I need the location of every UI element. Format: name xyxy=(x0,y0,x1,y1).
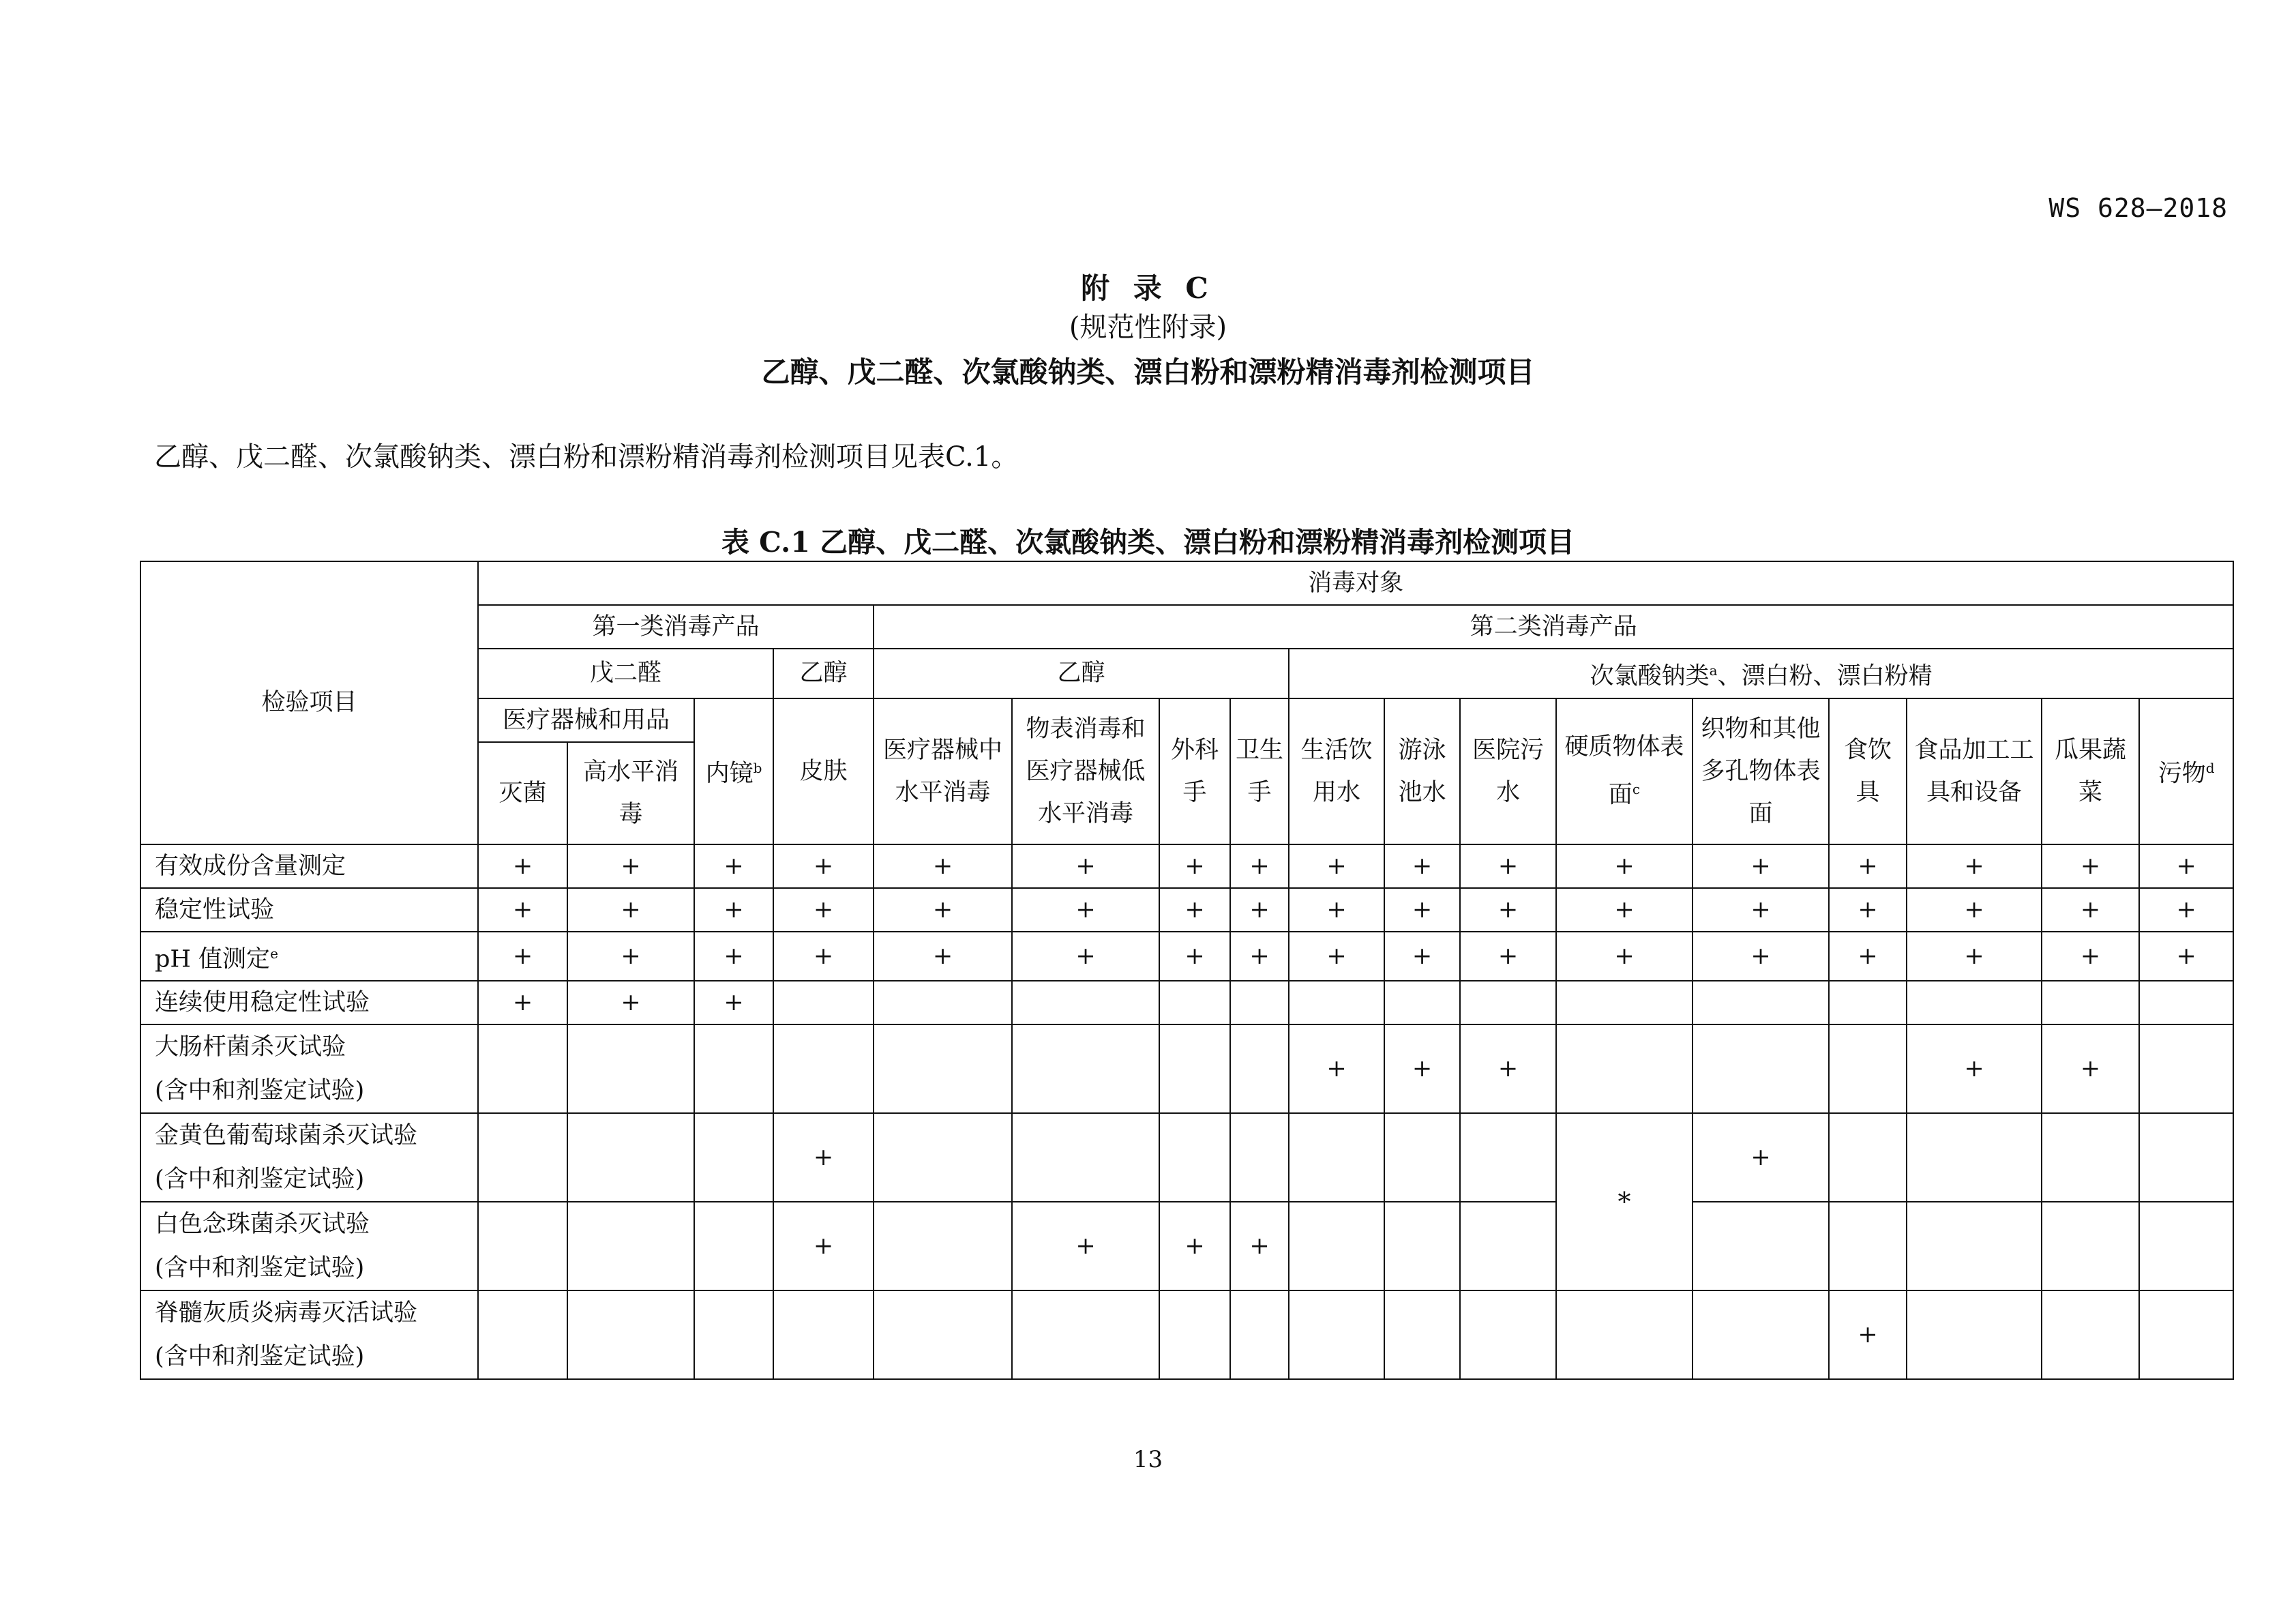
table-row xyxy=(140,888,2233,932)
mark-cell xyxy=(694,1290,773,1379)
mark-cell: + xyxy=(1159,932,1230,981)
mark-cell: + xyxy=(1230,844,1289,888)
mark-cell: + xyxy=(1907,844,2042,888)
header-tableware: 食饮具 xyxy=(1829,698,1907,844)
mark-cell: + xyxy=(2139,888,2233,932)
header-skin: 皮肤 xyxy=(773,698,874,844)
mark-cell: + xyxy=(567,888,694,932)
header-glutaraldehyde: 戊二醛 xyxy=(478,649,773,698)
mark-cell: + xyxy=(567,844,694,888)
mark-cell: + xyxy=(1384,844,1460,888)
mark-cell: + xyxy=(1556,844,1693,888)
mark-cell xyxy=(1907,1202,2042,1290)
mark-cell: + xyxy=(1693,844,1829,888)
header-hard-surface: 硬质物体表面$^c$ xyxy=(1556,698,1693,844)
mark-cell xyxy=(773,981,874,1024)
table-row xyxy=(140,1113,2233,1202)
mark-cell xyxy=(1230,1024,1289,1113)
mark-cell xyxy=(2139,1290,2233,1379)
mark-cell: + xyxy=(1829,932,1907,981)
mark-cell xyxy=(1693,1202,1829,1290)
mark-cell xyxy=(478,1113,567,1202)
mark-cell: + xyxy=(1829,844,1907,888)
header-med-mid: 医疗器械中水平消毒 xyxy=(874,698,1012,844)
mark-cell: + xyxy=(567,932,694,981)
header-class1: 第一类消毒产品 xyxy=(478,605,874,649)
row-item-label: 稳定性试验 xyxy=(140,888,478,932)
mark-cell xyxy=(874,1202,1012,1290)
mark-cell: + xyxy=(478,932,567,981)
mark-cell xyxy=(1159,1113,1230,1202)
mark-cell: + xyxy=(1907,932,2042,981)
mark-cell: + xyxy=(1693,888,1829,932)
mark-cell: + xyxy=(1289,932,1384,981)
mark-cell xyxy=(2042,1202,2139,1290)
mark-cell: + xyxy=(1230,888,1289,932)
mark-cell xyxy=(773,1290,874,1379)
header-food-tools: 食品加工工具和设备 xyxy=(1907,698,2042,844)
row-item-label: 有效成份含量测定 xyxy=(140,844,478,888)
mark-cell: + xyxy=(694,981,773,1024)
header-endoscope: 内镜$^b$ xyxy=(694,698,773,844)
mark-cell xyxy=(1159,981,1230,1024)
mark-cell xyxy=(2042,1290,2139,1379)
page-number: 13 xyxy=(1133,1446,1163,1473)
mark-cell: + xyxy=(1012,1202,1159,1290)
mark-cell: + xyxy=(773,932,874,981)
intro-paragraph: 乙醇、戊二醛、次氯酸钠类、漂白粉和漂粉精消毒剂检测项目见表C.1。 xyxy=(154,441,1019,473)
mark-cell: + xyxy=(874,888,1012,932)
mark-cell xyxy=(1230,1113,1289,1202)
mark-cell: + xyxy=(694,932,773,981)
mark-cell: + xyxy=(1556,888,1693,932)
mark-cell: + xyxy=(2042,932,2139,981)
mark-cell xyxy=(2042,981,2139,1024)
mark-cell xyxy=(1289,1290,1384,1379)
row-item-label: 连续使用稳定性试验 xyxy=(140,981,478,1024)
mark-cell: + xyxy=(1460,888,1556,932)
mark-cell xyxy=(478,1024,567,1113)
header-drinking-water: 生活饮用水 xyxy=(1289,698,1384,844)
mark-cell xyxy=(1460,1113,1556,1202)
mark-cell xyxy=(2139,981,2233,1024)
header-surface-low: 物表消毒和医疗器械低水平消毒 xyxy=(1012,698,1159,844)
mark-cell: + xyxy=(1289,1024,1384,1113)
mark-cell: + xyxy=(874,844,1012,888)
header-surgical-hands: 外科手 xyxy=(1159,698,1230,844)
mark-cell: + xyxy=(1159,844,1230,888)
mark-cell: + xyxy=(1159,1202,1230,1290)
table-row xyxy=(140,1202,2233,1290)
mark-cell: + xyxy=(1012,888,1159,932)
mark-cell xyxy=(773,1024,874,1113)
mark-cell: + xyxy=(1384,888,1460,932)
mark-cell: + xyxy=(1289,844,1384,888)
mark-cell xyxy=(567,1024,694,1113)
mark-cell xyxy=(694,1113,773,1202)
mark-cell: + xyxy=(2042,888,2139,932)
mark-cell xyxy=(1384,1113,1460,1202)
mark-cell: + xyxy=(478,844,567,888)
header-high-level: 高水平消毒 xyxy=(567,742,694,844)
mark-cell: + xyxy=(2042,1024,2139,1113)
mark-cell xyxy=(1460,981,1556,1024)
mark-cell: + xyxy=(2139,932,2233,981)
mark-cell xyxy=(2139,1024,2233,1113)
mark-cell: + xyxy=(478,981,567,1024)
header-objects: 消毒对象 xyxy=(478,561,2233,605)
table-row xyxy=(140,1024,2233,1113)
mark-cell xyxy=(1556,1024,1693,1113)
mark-cell xyxy=(694,1024,773,1113)
mark-cell: + xyxy=(1384,932,1460,981)
mark-cell: + xyxy=(1693,932,1829,981)
header-test-item: 检验项目 xyxy=(140,561,478,844)
mark-cell xyxy=(1384,1290,1460,1379)
mark-cell: + xyxy=(1460,932,1556,981)
mark-cell xyxy=(1159,1290,1230,1379)
header-pool-water: 游泳池水 xyxy=(1384,698,1460,844)
mark-cell xyxy=(1159,1024,1230,1113)
header-hospital-sewage: 医院污水 xyxy=(1460,698,1556,844)
mark-cell: + xyxy=(694,844,773,888)
standard-number: WS 628—2018 xyxy=(2048,193,2228,223)
mark-cell xyxy=(567,1113,694,1202)
mark-cell: + xyxy=(773,888,874,932)
mark-cell xyxy=(1460,1290,1556,1379)
mark-cell xyxy=(1012,1290,1159,1379)
table-row xyxy=(140,932,2233,981)
mark-cell: + xyxy=(773,844,874,888)
mark-cell: + xyxy=(1460,844,1556,888)
mark-cell xyxy=(478,1290,567,1379)
mark-cell xyxy=(1556,1290,1693,1379)
mark-cell: + xyxy=(1907,888,2042,932)
mark-cell: + xyxy=(567,981,694,1024)
mark-cell: + xyxy=(1230,1202,1289,1290)
mark-cell xyxy=(1829,1202,1907,1290)
mark-cell: + xyxy=(478,888,567,932)
mark-cell xyxy=(874,981,1012,1024)
mark-cell: + xyxy=(2139,844,2233,888)
mark-cell xyxy=(1289,1113,1384,1202)
mark-cell: + xyxy=(1012,844,1159,888)
header-ethanol-2: 乙醇 xyxy=(874,649,1289,698)
header-contaminants: 污物$^d$ xyxy=(2139,698,2233,844)
mark-cell xyxy=(1693,1024,1829,1113)
mark-cell: + xyxy=(1829,888,1907,932)
mark-cell xyxy=(1693,981,1829,1024)
mark-cell: + xyxy=(1384,1024,1460,1113)
mark-cell xyxy=(874,1113,1012,1202)
mark-cell xyxy=(1829,1113,1907,1202)
mark-cell xyxy=(874,1290,1012,1379)
header-hygienic-hands: 卫生手 xyxy=(1230,698,1289,844)
mark-cell xyxy=(874,1024,1012,1113)
mark-cell xyxy=(2042,1113,2139,1202)
mark-cell xyxy=(1907,981,2042,1024)
table-row xyxy=(140,981,2233,1024)
mark-cell xyxy=(2139,1202,2233,1290)
mark-cell: + xyxy=(1460,1024,1556,1113)
header-class2: 第二类消毒产品 xyxy=(874,605,2233,649)
mark-cell xyxy=(1289,1202,1384,1290)
mark-cell: + xyxy=(694,888,773,932)
mark-cell: + xyxy=(773,1113,874,1202)
mark-cell xyxy=(1012,1113,1159,1202)
annex-subtitle: (规范性附录) xyxy=(1069,312,1227,343)
row-item-label: 大肠杆菌杀灭试验 (含中和剂鉴定试验) xyxy=(140,1024,478,1113)
mark-cell xyxy=(1556,981,1693,1024)
mark-cell xyxy=(1693,1290,1829,1379)
mark-cell xyxy=(567,1202,694,1290)
mark-cell xyxy=(1829,1024,1907,1113)
header-ethanol-1: 乙醇 xyxy=(773,649,874,698)
mark-cell xyxy=(2139,1113,2233,1202)
mark-cell xyxy=(1384,981,1460,1024)
test-items-table xyxy=(140,561,2234,1380)
mark-cell xyxy=(1907,1113,2042,1202)
mark-cell xyxy=(1907,1290,2042,1379)
mark-cell: * xyxy=(1556,1113,1693,1290)
row-item-label: 金黄色葡萄球菌杀灭试验 (含中和剂鉴定试验) xyxy=(140,1113,478,1202)
mark-cell: + xyxy=(1159,888,1230,932)
table-row xyxy=(140,844,2233,888)
row-item-label: 脊髓灰质炎病毒灭活试验 (含中和剂鉴定试验) xyxy=(140,1290,478,1379)
mark-cell xyxy=(1289,981,1384,1024)
table-caption: 表 C.1 乙醇、戊二醛、次氯酸钠类、漂白粉和漂粉精消毒剂检测项目 xyxy=(721,526,1575,559)
header-textiles: 织物和其他多孔物体表面 xyxy=(1693,698,1829,844)
mark-cell xyxy=(478,1202,567,1290)
annex-title: 附 录 C xyxy=(1081,271,1215,305)
header-sterilize: 灭菌 xyxy=(478,742,567,844)
mark-cell xyxy=(1230,1290,1289,1379)
mark-cell xyxy=(694,1202,773,1290)
mark-cell: + xyxy=(1230,932,1289,981)
mark-cell: + xyxy=(1693,1113,1829,1202)
mark-cell: + xyxy=(1012,932,1159,981)
mark-cell: + xyxy=(1907,1024,2042,1113)
mark-cell xyxy=(1460,1202,1556,1290)
mark-cell xyxy=(1230,981,1289,1024)
header-chlorine: 次氯酸钠类$^a$、漂白粉、漂白粉精 xyxy=(1289,649,2233,698)
mark-cell: + xyxy=(1556,932,1693,981)
mark-cell xyxy=(1829,981,1907,1024)
header-fruits-veg: 瓜果蔬菜 xyxy=(2042,698,2139,844)
table-row xyxy=(140,1290,2233,1379)
mark-cell xyxy=(1012,981,1159,1024)
header-med-devices: 医疗器械和用品 xyxy=(478,698,694,742)
mark-cell xyxy=(567,1290,694,1379)
mark-cell: + xyxy=(773,1202,874,1290)
mark-cell xyxy=(1012,1024,1159,1113)
annex-heading: 乙醇、戊二醛、次氯酸钠类、漂白粉和漂粉精消毒剂检测项目 xyxy=(761,355,1535,389)
row-item-label: 白色念珠菌杀灭试验 (含中和剂鉴定试验) xyxy=(140,1202,478,1290)
mark-cell: + xyxy=(1289,888,1384,932)
mark-cell: + xyxy=(1829,1290,1907,1379)
row-item-label: pH 值测定$^e$ xyxy=(140,932,478,981)
mark-cell: + xyxy=(874,932,1012,981)
mark-cell: + xyxy=(2042,844,2139,888)
mark-cell xyxy=(1384,1202,1460,1290)
